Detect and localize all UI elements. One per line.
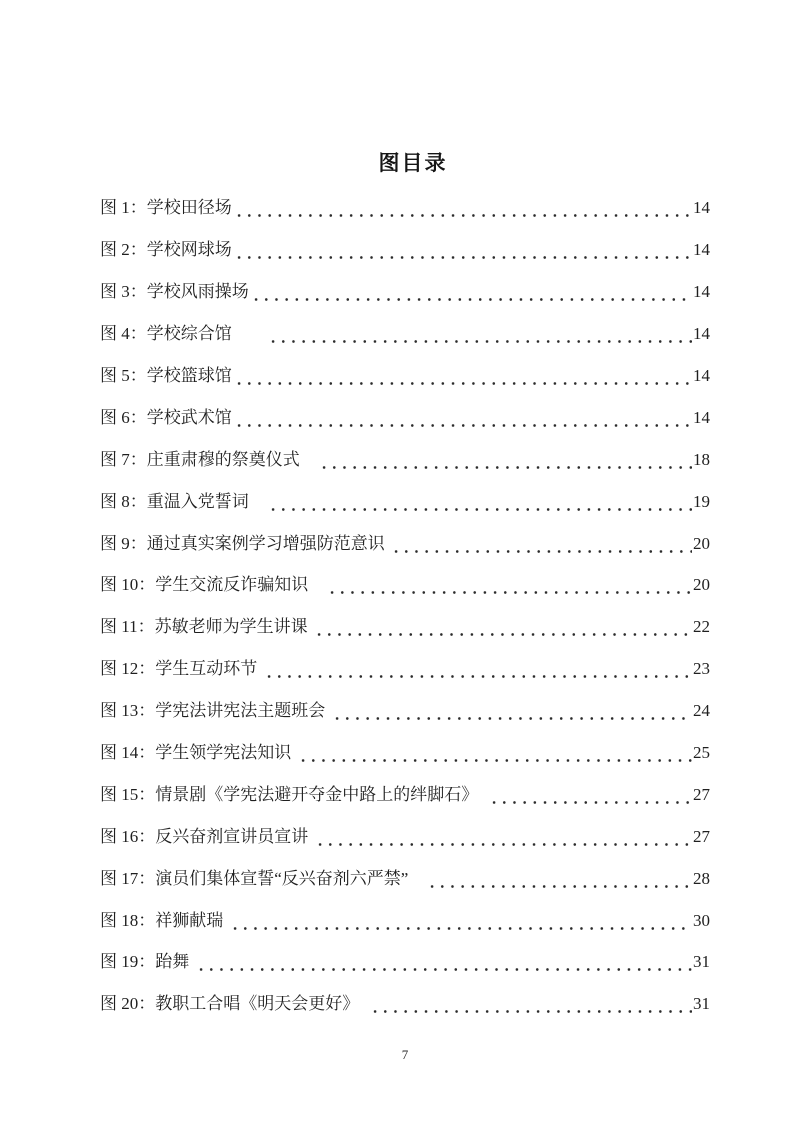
dot-leader-icon [314,620,692,637]
figure-entry[interactable] [100,355,710,397]
figure-entry[interactable] [100,857,710,899]
figure-entry[interactable] [100,438,710,480]
dot-leader-icon [264,662,693,679]
figure-entry[interactable] [100,522,710,564]
figure-entry-page: 31 [693,952,710,972]
dot-leader-icon [319,453,692,470]
figure-entry-label: 图 14：学生领学宪法知识 [100,743,296,763]
figure-entry-label: 图 6：学校武术馆 [100,407,232,427]
figure-entry-label: 图 9：通过真实案例学习增强防范意识 [100,533,389,553]
figure-entry-page: 20 [693,575,710,595]
figure-entry-label: 图 15：情景剧《学宪法避开夺金中路上的绊脚石》 [100,784,487,804]
figure-entry-label: 图 7：庄重肃穆的祭奠仪式 [100,449,317,469]
dot-leader-icon [268,327,692,344]
figure-entry[interactable] [100,941,710,983]
figure-entry-page: 14 [693,282,710,302]
page-number: 7 [401,1047,409,1062]
figure-entry[interactable] [100,396,710,438]
dot-leader-icon [234,411,692,428]
figure-entry[interactable] [100,815,710,857]
figure-list [100,187,710,1025]
figure-entry-label: 图 8：重温入党誓词 [100,491,266,511]
figure-entry-label: 图 1：学校田径场 [100,198,232,218]
dot-leader-icon [298,746,693,763]
figure-entry-label: 图 16：反兴奋剂宣讲员宣讲 [100,826,313,846]
figure-entry-page: 19 [693,491,710,511]
dot-leader-icon [251,285,692,302]
figure-entry-label: 图 5：学校篮球馆 [100,366,232,385]
figure-entry-page: 25 [693,743,710,763]
dot-leader-icon [327,578,692,595]
figure-entry-page: 14 [693,240,710,260]
figure-entry-page: 24 [693,701,710,721]
dot-leader-icon [234,369,692,386]
dot-leader-icon [427,872,692,889]
figure-entry-label: 图 17：演员们集体宣誓“反兴奋剂六严禁” [100,868,426,888]
figure-entry[interactable] [100,773,710,815]
figure-entry[interactable] [100,690,710,732]
figure-entry-page: 14 [693,324,710,344]
dot-leader-icon [370,997,692,1014]
figure-entry[interactable] [100,564,710,606]
dot-leader-icon [234,201,692,218]
figure-entry-label: 图 20：教职工合唱《明天会更好》 [100,994,368,1014]
figure-entry-label: 图 4：学校综合馆 [100,324,266,344]
figure-entry-label: 图 10：学生交流反诈骗知识 [100,575,326,595]
figure-entry-page: 14 [693,366,710,385]
figure-entry-page: 20 [693,533,710,553]
figure-entry-page: 22 [693,617,710,637]
figure-entry[interactable] [100,187,710,229]
dot-leader-icon [230,914,693,931]
dot-leader-icon [489,788,692,805]
figure-entry-page: 31 [693,994,710,1014]
figure-entry[interactable] [100,271,710,313]
figure-entry-page: 28 [693,868,710,888]
figure-entry[interactable] [100,606,710,648]
figure-entry-page: 14 [693,407,710,427]
figure-entry-label: 图 2：学校网球场 [100,240,232,260]
figure-entry-page: 27 [693,826,710,846]
figure-entry-label: 图 13：学宪法讲宪法主题班会 [100,701,330,721]
figure-entry-page: 14 [693,198,710,218]
figure-entry-label: 图 3：学校风雨操场 [100,282,249,302]
figure-entry-label: 图 12：学生互动环节 [100,659,262,679]
figure-entry-page: 30 [693,910,710,930]
dot-leader-icon [268,495,692,512]
figure-entry[interactable] [100,480,710,522]
figure-entry[interactable] [100,313,710,355]
dot-leader-icon [315,830,693,847]
page-title: 图目录 [378,152,448,175]
dot-leader-icon [391,537,692,554]
figure-entry[interactable] [100,732,710,774]
figure-entry-label: 图 18：祥狮献瑞 [100,910,228,930]
figure-entry-page: 27 [693,784,710,804]
figure-entry-page: 23 [693,659,710,679]
figure-entry[interactable] [100,983,710,1025]
figure-entry-page: 18 [693,449,710,469]
dot-leader-icon [196,955,693,972]
figure-entry-label: 图 19：跆舞 [100,952,194,972]
figure-entry-label: 图 11：苏敏老师为学生讲课 [100,617,312,637]
figure-entry[interactable] [100,899,710,941]
dot-leader-icon [332,704,693,721]
dot-leader-icon [234,243,692,260]
figure-entry[interactable] [100,648,710,690]
figure-entry[interactable] [100,229,710,271]
